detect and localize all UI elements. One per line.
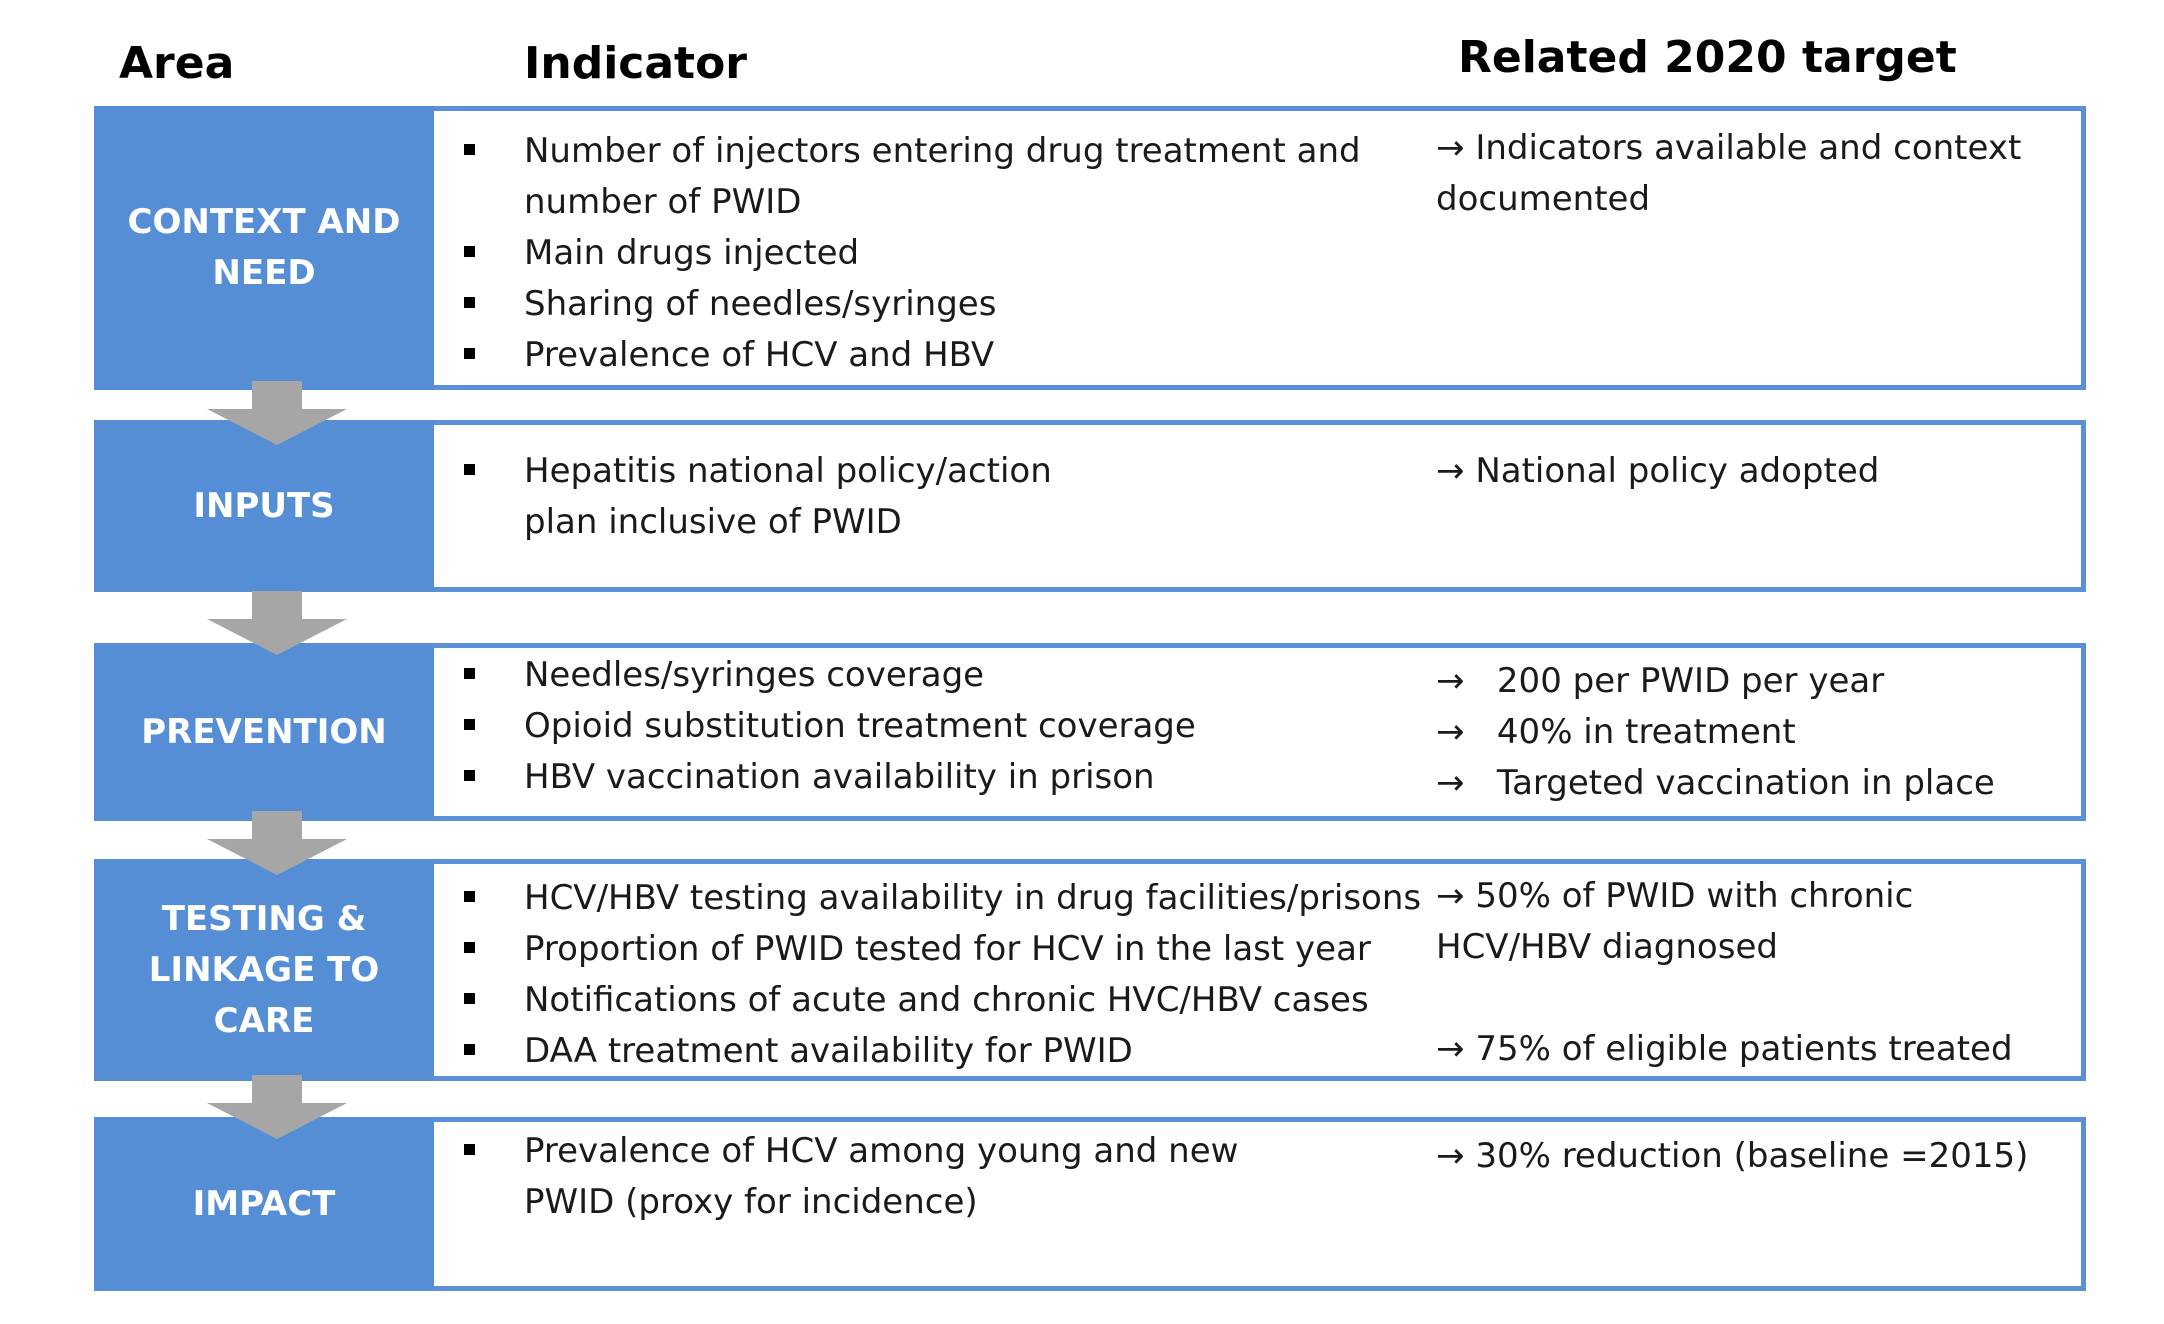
area-box <box>94 643 434 821</box>
area-box <box>94 859 434 1081</box>
target-line <box>1436 871 2013 922</box>
indicator-item <box>464 873 1421 924</box>
target-line <box>1436 973 2013 1024</box>
target-line <box>1436 123 2021 174</box>
indicator-text: Sharing of needles/syringes <box>524 284 997 324</box>
indicator-text: Prevalence of HCV and HBV <box>524 335 995 375</box>
bullet-icon <box>464 668 475 679</box>
indicator-list <box>464 126 1361 381</box>
area-box <box>94 420 434 592</box>
header-area: Area <box>119 38 235 89</box>
target-line-text: 50% of PWID with chronic <box>1475 876 1914 916</box>
right-arrow-icon: → <box>1436 451 1465 491</box>
right-arrow-icon: → <box>1436 661 1465 701</box>
indicator-list <box>464 650 1196 803</box>
target-line-text: 200 per PWID per year <box>1475 661 1885 701</box>
indicator-item <box>464 650 1196 701</box>
indicator-item <box>464 228 1361 279</box>
indicator-text: HBV vaccination availability in prison <box>524 757 1155 797</box>
indicator-item <box>464 126 1361 228</box>
indicator-item <box>464 975 1421 1026</box>
indicator-text: HCV/HBV testing availability in drug facilities/prisons <box>524 878 1422 918</box>
target-line-text: 30% reduction (baseline =2015) <box>1475 1136 2029 1176</box>
indicator-item <box>464 446 1052 548</box>
right-arrow-icon: → <box>1436 1136 1465 1176</box>
indicator-item <box>464 1126 1238 1228</box>
target-line-text: 40% in treatment <box>1475 712 1796 752</box>
indicator-item <box>464 1026 1421 1077</box>
target-line <box>1436 446 1879 497</box>
indicator-list <box>464 446 1052 548</box>
target-text <box>1436 871 2013 1075</box>
indicator-text: Prevalence of HCV among young and new PWID (proxy for incidence) <box>524 1131 1239 1222</box>
indicator-text: Main drugs injected <box>524 233 860 273</box>
indicator-text: Proportion of PWID tested for HCV in the last year <box>524 929 1371 969</box>
down-arrow-icon <box>207 811 347 875</box>
target-line-text: National policy adopted <box>1475 451 1880 491</box>
indicator-text: Opioid substitution treatment coverage <box>524 706 1196 746</box>
target-line-text: documented <box>1436 179 1651 219</box>
indicator-text: Hepatitis national policy/action plan inclusive of PWID <box>524 451 1052 542</box>
target-line-text: Indicators available and context <box>1475 128 2022 168</box>
right-arrow-icon: → <box>1436 763 1465 803</box>
indicator-text: Notifications of acute and chronic HVC/HBV cases <box>524 980 1369 1020</box>
indicator-list <box>464 873 1421 1077</box>
area-label: INPUTS <box>193 485 335 526</box>
target-line-text: 75% of eligible patients treated <box>1475 1029 2013 1069</box>
indicator-item <box>464 330 1361 381</box>
bullet-icon <box>464 1044 475 1055</box>
target-line-text: HCV/HBV diagnosed <box>1436 927 1778 967</box>
indicator-list <box>464 1126 1238 1228</box>
target-line <box>1436 174 2021 225</box>
down-arrow-icon <box>207 1075 347 1139</box>
bullet-icon <box>464 144 475 155</box>
indicator-item <box>464 752 1196 803</box>
area-label: CONTEXT AND NEED <box>127 202 401 293</box>
right-arrow-icon: → <box>1436 128 1465 168</box>
indicator-text: Needles/syringes coverage <box>524 655 985 695</box>
target-line <box>1436 707 1995 758</box>
indicator-item <box>464 701 1196 752</box>
header-target: Related 2020 target <box>1458 32 1957 83</box>
indicator-text: Number of injectors entering drug treatment and number of PWID <box>524 131 1361 222</box>
target-text <box>1436 1131 2028 1182</box>
bullet-icon <box>464 993 475 1004</box>
down-arrow-icon <box>207 381 347 445</box>
indicator-text: DAA treatment availability for PWID <box>524 1031 1133 1071</box>
area-box <box>94 1117 434 1291</box>
bullet-icon <box>464 942 475 953</box>
indicator-item <box>464 279 1361 330</box>
target-line-text: Targeted vaccination in place <box>1475 763 1995 803</box>
bullet-icon <box>464 1144 475 1155</box>
bullet-icon <box>464 246 475 257</box>
target-line <box>1436 656 1995 707</box>
right-arrow-icon: → <box>1436 1029 1465 1069</box>
target-line <box>1436 922 2013 973</box>
target-text <box>1436 446 1879 497</box>
bullet-icon <box>464 719 475 730</box>
right-arrow-icon: → <box>1436 712 1465 752</box>
target-line-text <box>1436 978 1447 1018</box>
bullet-icon <box>464 891 475 902</box>
target-text <box>1436 123 2021 225</box>
target-text <box>1436 656 1995 809</box>
bullet-icon <box>464 348 475 359</box>
down-arrow-icon <box>207 591 347 655</box>
header-indicator: Indicator <box>524 38 748 89</box>
bullet-icon <box>464 464 475 475</box>
area-label: IMPACT <box>192 1183 336 1224</box>
target-line <box>1436 758 1995 809</box>
indicator-item <box>464 924 1421 975</box>
right-arrow-icon: → <box>1436 876 1465 916</box>
bullet-icon <box>464 297 475 308</box>
target-line <box>1436 1131 2028 1182</box>
area-box <box>94 106 434 390</box>
target-line <box>1436 1024 2013 1075</box>
area-label: TESTING & LINKAGE TO CARE <box>148 898 380 1041</box>
area-label: PREVENTION <box>141 711 387 752</box>
bullet-icon <box>464 770 475 781</box>
